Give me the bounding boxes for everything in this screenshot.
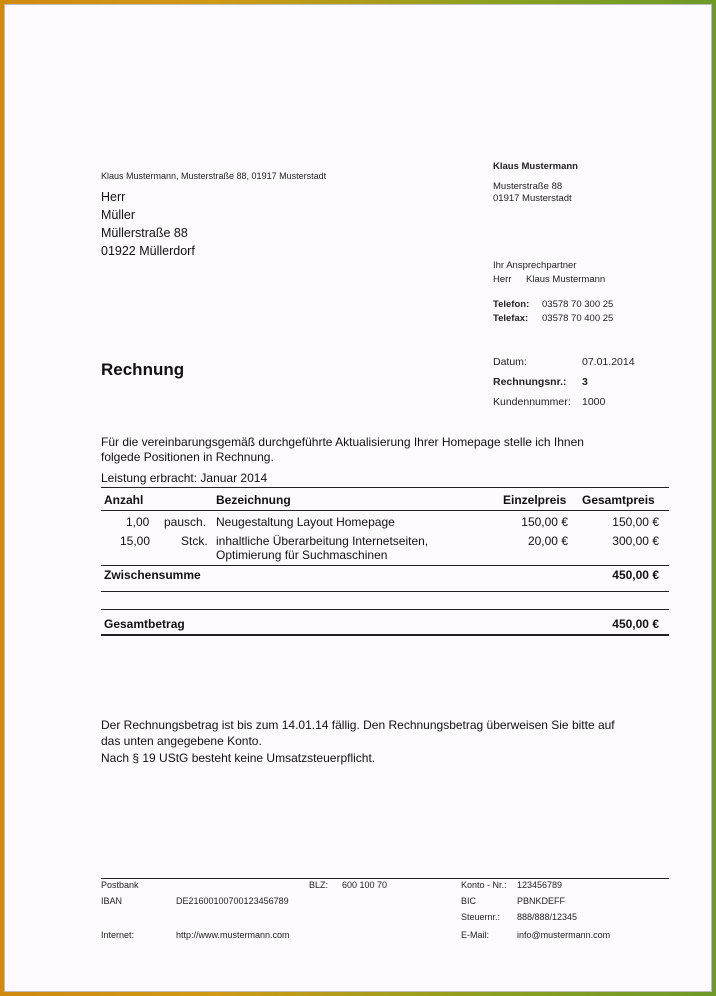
tax-value: 888/888/12345: [517, 912, 578, 922]
email-label: E-Mail:: [461, 930, 490, 940]
sender-return-line: Klaus Mustermann, Musterstraße 88, 01917 Musterstadt: [101, 171, 327, 181]
recipient-salutation: Herr: [101, 190, 126, 204]
internet-label: Internet:: [101, 930, 135, 940]
row-2-unit: Stck.: [181, 534, 208, 548]
row-2-description-cont: Optimierung für Suchmaschinen: [216, 548, 388, 562]
row-2-total: 300,00 €: [612, 534, 659, 548]
account-label: Konto - Nr.:: [461, 880, 507, 890]
recipient-city: 01922 Müllerdorf: [101, 244, 195, 258]
invoice-number-label: Rechnungsnr.:: [493, 376, 567, 388]
subtotal-label: Zwischensumme: [104, 568, 201, 582]
date-value: 07.01.2014: [582, 356, 635, 368]
total-bottom-rule: [101, 634, 669, 636]
row-2-qty: 15,00: [120, 534, 151, 548]
sender-city: 01917 Musterstadt: [493, 193, 572, 204]
row-1-total: 150,00 €: [612, 515, 659, 529]
contact-label: Ihr Ansprechpartner: [493, 260, 577, 271]
phone-label: Telefon:: [493, 299, 530, 310]
row-1-qty: 1,00: [126, 515, 150, 529]
sender-name: Klaus Mustermann: [493, 161, 578, 172]
closing-line-1: Der Rechnungsbetrag ist bis zum 14.01.14 fällig. Den Rechnungsbetrag überweisen Sie bitte auf: [101, 718, 615, 732]
account-value: 123456789: [517, 880, 563, 890]
tax-label: Steuernr.:: [461, 912, 501, 922]
bic-label: BIC: [461, 896, 477, 906]
closing-line-2: das unten angegebene Konto.: [101, 734, 262, 748]
closing-line-3: Nach § 19 UStG besteht keine Umsatzsteuerpflicht.: [101, 751, 376, 765]
invoice-number-value: 3: [582, 376, 588, 388]
customer-number-value: 1000: [582, 396, 606, 408]
footer-rule: [101, 878, 669, 879]
date-label: Datum:: [493, 356, 527, 368]
row-1-unit-price: 150,00 €: [521, 515, 568, 529]
iban-value: DE21600100700123456789: [176, 896, 289, 906]
row-2-description: inhaltliche Überarbeitung Internetseiten,: [216, 534, 429, 548]
sender-street: Musterstraße 88: [493, 181, 563, 192]
contact-salutation: Herr: [493, 274, 512, 285]
service-period: Leistung erbracht: Januar 2014: [101, 471, 268, 485]
phone-value: 03578 70 300 25: [542, 299, 614, 310]
iban-label: IBAN: [101, 896, 123, 906]
document-title: Rechnung: [101, 360, 185, 379]
header-total: Gesamtpreis: [582, 493, 655, 507]
subtotal-bottom-rule: [101, 591, 669, 592]
recipient-street: Müllerstraße 88: [101, 226, 188, 240]
total-top-rule: [101, 609, 669, 610]
invoice-page: [4, 4, 712, 992]
row-1-unit: pausch.: [164, 515, 207, 529]
subtotal-value: 450,00 €: [612, 568, 659, 582]
email-link[interactable]: info@mustermann.com: [517, 930, 611, 940]
recipient-name: Müller: [101, 208, 136, 222]
customer-number-label: Kundennummer:: [493, 396, 571, 408]
internet-link[interactable]: http://www.mustermann.com: [176, 930, 290, 940]
fax-value: 03578 70 400 25: [542, 313, 614, 324]
subtotal-rule: [101, 565, 669, 566]
grand-total-label: Gesamtbetrag: [104, 617, 185, 631]
row-2-unit-price: 20,00 €: [527, 534, 568, 548]
intro-line-2: folgede Positionen in Rechnung.: [101, 450, 274, 464]
table-top-rule: [101, 487, 669, 488]
intro-line-1: Für die vereinbarungsgemäß durchgeführte Aktualisierung Ihrer Homepage stelle ich Ihnen: [101, 435, 584, 449]
bank-name: Postbank: [101, 880, 139, 890]
header-unit-price: Einzelpreis: [503, 493, 567, 507]
blz-label: BLZ:: [309, 880, 329, 890]
blz-value: 600 100 70: [342, 880, 388, 890]
header-qty: Anzahl: [104, 493, 144, 507]
bic-value: PBNKDEFF: [517, 896, 566, 906]
row-1-description: Neugestaltung Layout Homepage: [216, 515, 395, 529]
header-description: Bezeichnung: [216, 493, 291, 507]
contact-name: Klaus Mustermann: [526, 274, 606, 285]
grand-total-value: 450,00 €: [612, 617, 659, 631]
header-rule: [101, 510, 669, 511]
fax-label: Telefax:: [493, 313, 529, 324]
